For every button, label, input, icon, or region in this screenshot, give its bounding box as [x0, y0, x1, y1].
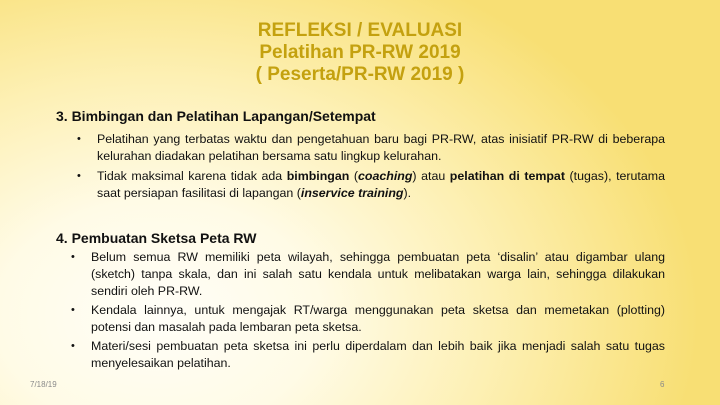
- section-heading: 4. Pembuatan Sketsa Peta RW: [56, 230, 257, 246]
- bullet-text: Pelatihan yang terbatas waktu dan pengetahuan baru bagi PR-RW, atas inisiatif PR-RW di beberapa kelurahan diadakan pelatihan bersama satu lingkup kelurahan.: [97, 132, 665, 163]
- bullet-item: [77, 168, 665, 202]
- title-line-2: Pelatihan PR-RW 2019: [259, 42, 461, 63]
- bullet-item: [71, 338, 665, 372]
- bullet-text: Kendala lainnya, untuk mengajak RT/warga menggunakan peta sketsa dan memetakan (plotting) potensi dan masalah pada lembaran peta sketsa.: [91, 303, 665, 334]
- bullet-item: [71, 249, 665, 300]
- title-line-1: REFLEKSI / EVALUASI: [257, 20, 463, 41]
- bullet-text: Tidak maksimal karena tidak ada bimbingan (coaching) atau pelatihan di tempat (tugas), terutama saat persiapan fasilitasi di lapangan (inservice training).: [97, 169, 665, 200]
- bullet-item: [77, 131, 665, 165]
- footer-date: 7/18/19: [30, 380, 57, 389]
- title-line-3: ( Peserta/PR-RW 2019 ): [255, 64, 465, 85]
- slide-title: [0, 20, 720, 86]
- bullet-text: Materi/sesi pembuatan peta sketsa ini perlu diperdalam dan lebih baik jika menjadi salah satu tugas menyelesaikan pelatihan.: [91, 339, 665, 370]
- footer-page-number: 6: [660, 380, 665, 389]
- section-heading: 3. Bimbingan dan Pelatihan Lapangan/Setempat: [56, 108, 376, 124]
- bullet-dot-icon: •: [71, 251, 75, 263]
- bullet-dot-icon: •: [71, 304, 75, 316]
- bullet-dot-icon: •: [77, 170, 81, 182]
- bullet-dot-icon: •: [71, 340, 75, 352]
- bullet-item: [71, 302, 665, 336]
- bullet-dot-icon: •: [77, 133, 81, 145]
- bullet-text: Belum semua RW memiliki peta wilayah, sehingga pembuatan peta ‘disalin’ atau digambar ulang (sketch) tanpa skala, dan ini salah satu kendala untuk melibatakan warga lain, sehingga dilakukan sendiri oleh PR-RW.: [91, 250, 665, 298]
